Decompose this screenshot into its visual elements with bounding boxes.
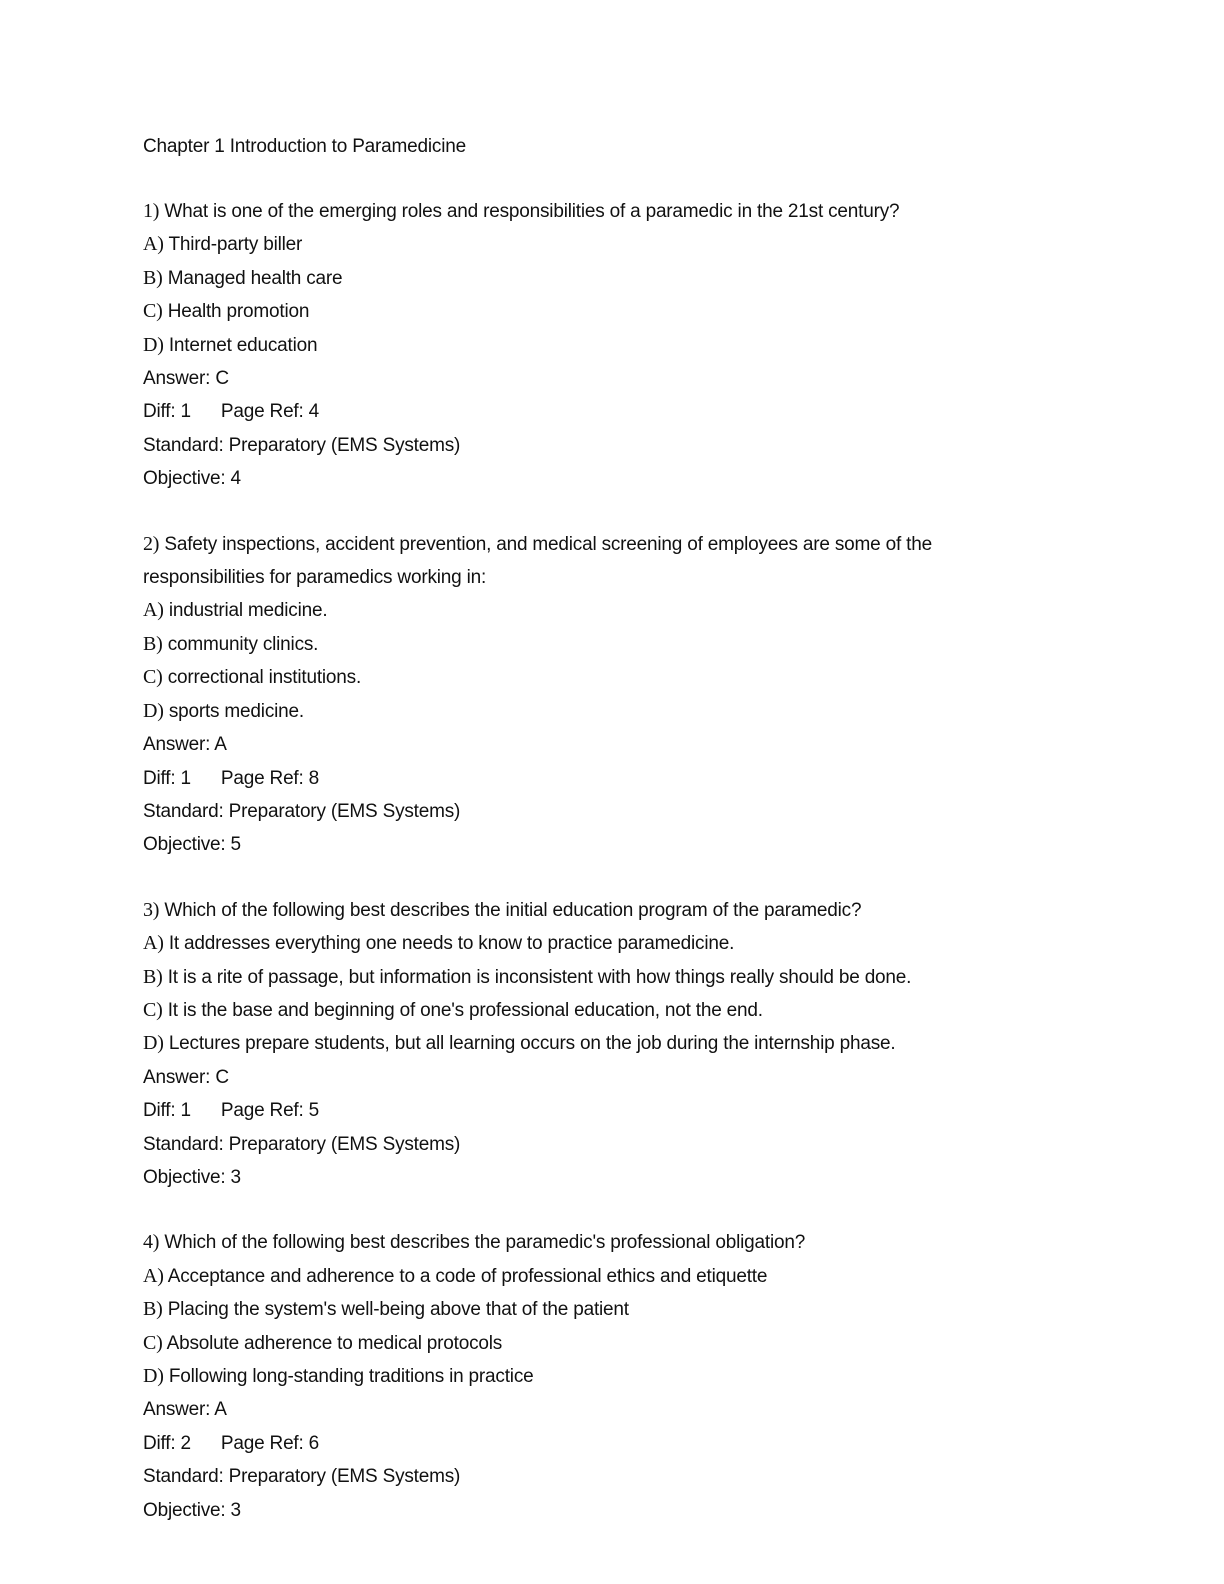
question-number: 2)	[143, 532, 160, 555]
page-ref: Page Ref: 6	[220, 1432, 320, 1454]
option-letter: D)	[143, 1032, 164, 1055]
option-text: correctional institutions.	[167, 667, 362, 689]
option-a	[143, 1260, 1103, 1293]
option-letter: A)	[143, 1264, 164, 1287]
question-text: Safety inspections, accident prevention, and medical screening of employees are some of the responsibilities for paramedics working in:	[143, 533, 932, 589]
answer: Answer: A	[143, 1399, 227, 1421]
option-b	[143, 961, 1103, 994]
option-text: It addresses everything one needs to know to practice paramedicine.	[168, 933, 735, 955]
option-text: sports medicine.	[168, 700, 304, 722]
option-text: Placing the system's well-being above that of the patient	[167, 1299, 629, 1321]
option-text: industrial medicine.	[168, 600, 328, 622]
option-letter: D)	[143, 699, 164, 722]
option-text: Following long-standing traditions in practice	[168, 1366, 534, 1387]
option-text: Acceptance and adherence to a code of professional ethics and etiquette	[167, 1265, 768, 1287]
option-d	[143, 1360, 1103, 1393]
difficulty-page-ref	[143, 395, 1103, 428]
option-text: Lectures prepare students, but all learning occurs on the job during the internship phase.	[168, 1033, 896, 1055]
difficulty: Diff: 1	[143, 767, 191, 789]
difficulty-page-ref	[143, 1094, 1103, 1127]
objective: Objective: 4	[143, 468, 241, 490]
option-text: Health promotion	[167, 301, 310, 323]
question-stem	[143, 195, 1003, 228]
option-text: Absolute adherence to medical protocols	[166, 1332, 503, 1354]
standard: Standard: Preparatory (EMS Systems)	[143, 434, 461, 456]
document-page	[143, 130, 1103, 1559]
option-text: Third-party biller	[168, 234, 303, 256]
option-letter: B)	[143, 632, 163, 655]
question-stem	[143, 528, 1003, 595]
objective: Objective: 3	[143, 1166, 241, 1188]
question-stem	[143, 894, 1003, 927]
option-text: It is the base and beginning of one's professional education, not the end.	[167, 999, 763, 1021]
question-4	[143, 1226, 1103, 1527]
option-letter: C)	[143, 1331, 163, 1354]
option-letter: A)	[143, 932, 164, 955]
question-text: Which of the following best describes the initial education program of the paramedic?	[164, 899, 862, 921]
page-ref: Page Ref: 5	[220, 1100, 320, 1122]
option-a	[143, 927, 1103, 960]
objective: Objective: 5	[143, 834, 241, 856]
answer: Answer: A	[143, 734, 227, 756]
option-c	[143, 661, 1103, 694]
option-letter: D)	[143, 333, 164, 356]
difficulty-page-ref	[143, 762, 1103, 795]
option-text: It is a rite of passage, but information is inconsistent with how things really should be done.	[167, 966, 912, 988]
difficulty: Diff: 2	[143, 1432, 191, 1454]
option-a	[143, 228, 1103, 261]
option-b	[143, 1293, 1103, 1326]
option-letter: B)	[143, 1298, 163, 1321]
question-stem	[143, 1226, 1003, 1259]
standard: Standard: Preparatory (EMS Systems)	[143, 800, 461, 822]
question-1	[143, 195, 1103, 496]
option-b	[143, 262, 1103, 295]
option-letter: B)	[143, 965, 163, 988]
chapter-title: Chapter 1 Introduction to Paramedicine	[143, 136, 466, 157]
option-letter: D)	[143, 1365, 164, 1387]
option-d	[143, 695, 1103, 728]
difficulty: Diff: 1	[143, 1100, 191, 1122]
question-2	[143, 528, 1103, 862]
option-c	[143, 295, 1103, 328]
option-letter: A)	[143, 233, 164, 256]
option-letter: C)	[143, 300, 163, 323]
page-ref: Page Ref: 8	[220, 767, 320, 789]
option-text: community clinics.	[167, 633, 319, 655]
question-number: 4)	[143, 1231, 160, 1254]
option-letter: C)	[143, 998, 163, 1021]
question-number: 3)	[143, 898, 160, 921]
difficulty-page-ref	[143, 1427, 1103, 1460]
option-text: Managed health care	[167, 267, 343, 289]
option-letter: A)	[143, 599, 164, 622]
difficulty: Diff: 1	[143, 401, 191, 423]
option-b	[143, 628, 1103, 661]
option-letter: B)	[143, 266, 163, 289]
answer: Answer: C	[143, 1066, 229, 1088]
question-number: 1)	[143, 200, 160, 222]
option-letter: C)	[143, 666, 163, 689]
question-text: Which of the following best describes the paramedic's professional obligation?	[164, 1232, 806, 1254]
page-ref: Page Ref: 4	[220, 401, 320, 423]
standard: Standard: Preparatory (EMS Systems)	[143, 1133, 461, 1155]
option-d	[143, 329, 1103, 362]
standard: Standard: Preparatory (EMS Systems)	[143, 1466, 461, 1488]
option-c	[143, 994, 1103, 1027]
option-text: Internet education	[168, 334, 318, 356]
option-c	[143, 1327, 1103, 1360]
answer: Answer: C	[143, 368, 229, 390]
objective: Objective: 3	[143, 1499, 241, 1521]
option-d	[143, 1027, 1103, 1060]
option-a	[143, 594, 1103, 627]
question-text: What is one of the emerging roles and responsibilities of a paramedic in the 21st century?	[164, 201, 900, 222]
question-3	[143, 894, 1103, 1195]
